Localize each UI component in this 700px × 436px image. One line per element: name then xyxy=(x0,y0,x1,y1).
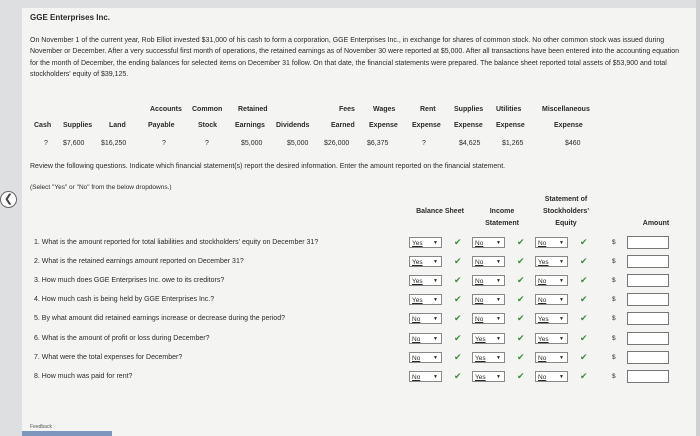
check-icon: ✔ xyxy=(454,256,462,267)
check-icon: ✔ xyxy=(454,294,462,305)
dropdown-bs[interactable] xyxy=(409,352,442,363)
hdr-earned: Earned xyxy=(331,122,355,129)
check-icon: ✔ xyxy=(517,294,525,305)
bottom-nav-bar[interactable] xyxy=(22,431,112,436)
col-balance-sheet: Balance Sheet xyxy=(416,208,464,215)
dropdown-value: No xyxy=(412,316,421,324)
dropdown-value: Yes xyxy=(412,259,423,267)
check-icon: ✔ xyxy=(454,351,462,362)
question-text: 5. By what amount did retained earnings increase or decrease during the period? xyxy=(34,315,285,323)
dropdown-is[interactable] xyxy=(472,275,505,286)
feedback-label[interactable]: Feedback xyxy=(30,424,52,430)
question-panel xyxy=(22,8,696,436)
dropdown-bs[interactable] xyxy=(409,313,442,324)
val-retained-earnings: $5,000 xyxy=(241,140,263,147)
amount-input[interactable] xyxy=(627,332,669,345)
caret-down-icon: ▼ xyxy=(496,335,501,342)
amount-input[interactable] xyxy=(627,370,669,383)
val-land: $16,250 xyxy=(101,140,127,147)
check-icon: ✔ xyxy=(517,370,525,381)
dollar-sign: $ xyxy=(612,353,616,361)
check-icon: ✔ xyxy=(517,313,525,324)
hdr-earnings: Earnings xyxy=(235,122,265,129)
review-instructions: Review the following questions. Indicate which financial statement(s) report the desired information. Enter the amount reported on the financial statement. xyxy=(30,163,506,170)
caret-down-icon: ▼ xyxy=(559,278,564,285)
caret-down-icon: ▼ xyxy=(433,316,438,323)
hdr-supplies2: Supplies xyxy=(454,106,484,113)
dollar-sign: $ xyxy=(612,239,616,246)
val-supplies: $7,600 xyxy=(63,140,85,147)
check-icon: ✔ xyxy=(580,237,588,247)
dropdown-bs[interactable] xyxy=(409,275,442,286)
dropdown-is[interactable] xyxy=(472,294,505,305)
dropdown-is[interactable] xyxy=(472,352,505,363)
caret-down-icon: ▼ xyxy=(559,373,564,380)
hdr-cash: Cash xyxy=(34,122,52,129)
hdr-expense-wages: Expense xyxy=(369,122,398,129)
select-note: (Select "Yes" or "No" from the below dropdowns.) xyxy=(30,184,172,191)
question-text: 2. What is the retained earnings amount reported on December 31? xyxy=(34,258,244,266)
question-text: 3. How much does GGE Enterprises Inc. owe to its creditors? xyxy=(34,277,225,285)
hdr-land: Land xyxy=(109,122,126,129)
caret-down-icon: ▼ xyxy=(433,240,438,246)
check-icon: ✔ xyxy=(580,294,588,305)
hdr-accounts: Accounts xyxy=(150,106,182,113)
caret-down-icon: ▼ xyxy=(496,316,501,323)
question-text: 6. What is the amount of profit or loss during December? xyxy=(34,334,210,342)
dropdown-value: No xyxy=(412,354,421,362)
dropdown-se[interactable] xyxy=(535,275,568,286)
val-misc-expense: $460 xyxy=(565,140,581,147)
dropdown-se[interactable] xyxy=(535,313,568,324)
amount-input[interactable] xyxy=(627,351,669,364)
hdr-dividends: Dividends xyxy=(276,122,310,129)
dropdown-value: Yes xyxy=(538,316,549,324)
dropdown-value: Yes xyxy=(412,240,423,247)
caret-down-icon: ▼ xyxy=(559,240,564,246)
dropdown-value: No xyxy=(538,373,547,381)
val-dividends: $5,000 xyxy=(287,140,309,147)
hdr-common: Common xyxy=(192,106,223,113)
hdr-misc: Miscellaneous xyxy=(542,106,590,113)
check-icon: ✔ xyxy=(454,237,462,247)
val-fees-earned: $26,000 xyxy=(324,140,350,147)
dropdown-value: No xyxy=(475,297,484,305)
dollar-sign: $ xyxy=(612,258,616,266)
dropdown-value: Yes xyxy=(538,259,549,267)
caret-down-icon: ▼ xyxy=(559,354,564,361)
dropdown-is[interactable] xyxy=(472,333,505,344)
hdr-utilities: Utilities xyxy=(496,106,522,113)
check-icon: ✔ xyxy=(580,275,588,286)
caret-down-icon: ▼ xyxy=(433,335,438,342)
dropdown-bs[interactable] xyxy=(409,294,442,305)
check-icon: ✔ xyxy=(580,313,588,324)
check-icon: ✔ xyxy=(517,275,525,286)
dropdown-value: No xyxy=(475,278,484,286)
check-icon: ✔ xyxy=(454,313,462,324)
hdr-stock: Stock xyxy=(198,122,218,129)
hdr-wages: Wages xyxy=(373,106,396,113)
scrollbar[interactable] xyxy=(696,0,700,436)
dollar-sign: $ xyxy=(612,315,616,323)
dropdown-value: No xyxy=(412,373,421,381)
dropdown-se[interactable] xyxy=(535,256,568,267)
dropdown-value: No xyxy=(475,316,484,324)
dropdown-se[interactable] xyxy=(535,237,568,248)
caret-down-icon: ▼ xyxy=(496,297,501,304)
check-icon: ✔ xyxy=(517,332,525,343)
caret-down-icon: ▼ xyxy=(433,278,438,285)
check-icon: ✔ xyxy=(517,256,525,267)
dropdown-value: No xyxy=(475,259,484,267)
amount-input[interactable] xyxy=(627,312,669,325)
hdr-expense-rent: Expense xyxy=(412,122,441,129)
dropdown-se[interactable] xyxy=(535,333,568,344)
dropdown-value: No xyxy=(412,335,421,343)
caret-down-icon: ▼ xyxy=(559,335,564,342)
company-title: GGE Enterprises Inc. xyxy=(30,13,111,22)
dropdown-value: No xyxy=(538,278,547,286)
caret-down-icon: ▼ xyxy=(496,259,501,266)
check-icon: ✔ xyxy=(517,237,525,247)
dropdown-value: Yes xyxy=(412,278,423,286)
dollar-sign: $ xyxy=(612,277,616,285)
check-icon: ✔ xyxy=(580,332,588,343)
val-wages-expense: $6,375 xyxy=(367,140,389,147)
check-icon: ✔ xyxy=(580,370,588,381)
check-icon: ✔ xyxy=(580,256,588,267)
hdr-fees: Fees xyxy=(339,106,355,113)
dropdown-value: No xyxy=(538,354,547,362)
hdr-expense-misc: Expense xyxy=(554,122,583,129)
dropdown-value: No xyxy=(538,240,547,247)
question-text: 4. How much cash is being held by GGE Enterprises Inc.? xyxy=(34,296,215,304)
amount-input[interactable] xyxy=(627,255,669,268)
dropdown-is[interactable] xyxy=(472,256,505,267)
col-income-statement: Income Statement xyxy=(485,208,519,227)
val-supplies-expense: $4,625 xyxy=(459,140,481,147)
hdr-retained: Retained xyxy=(238,106,268,113)
dropdown-se[interactable] xyxy=(535,352,568,363)
dropdown-value: No xyxy=(475,240,484,247)
hdr-expense-utilities: Expense xyxy=(496,122,525,129)
amount-input[interactable] xyxy=(627,274,669,287)
caret-down-icon: ▼ xyxy=(433,259,438,266)
check-icon: ✔ xyxy=(580,351,588,362)
dropdown-value: Yes xyxy=(475,354,486,362)
dropdown-value: Yes xyxy=(475,335,486,343)
caret-down-icon: ▼ xyxy=(496,373,501,380)
caret-down-icon: ▼ xyxy=(559,316,564,323)
caret-down-icon: ▼ xyxy=(559,259,564,266)
check-icon: ✔ xyxy=(454,275,462,286)
question-text: 8. How much was paid for rent? xyxy=(34,372,133,380)
question-text: 1. What is the amount reported for total liabilities and stockholders' equity on December 31? xyxy=(34,239,319,246)
dropdown-value: No xyxy=(538,297,547,305)
dollar-sign: $ xyxy=(612,296,616,304)
dropdown-value: Yes xyxy=(475,373,486,381)
dropdown-value: Yes xyxy=(412,297,423,305)
check-icon: ✔ xyxy=(517,351,525,362)
caret-down-icon: ▼ xyxy=(559,297,564,304)
dropdown-se[interactable] xyxy=(535,294,568,305)
check-icon: ✔ xyxy=(454,332,462,343)
dropdown-bs[interactable] xyxy=(409,237,442,248)
col-amount: Amount xyxy=(642,220,670,227)
dropdown-is[interactable] xyxy=(472,237,505,248)
problem-paragraph: On November 1 of the current year, Rob Elliot invested $31,000 of his cash to form a corporation, GGE Enterprises Inc., in exchange for shares of common stock. No other common stock was issued during November or December. After a very successful first month of operations, the retained earnings as of November 30 were reported at $5,000. After all transactions have been entered into the accounting equation for the month of December, the ending balances for selected items on December 31 follow. On that date, the financial statements were prepared. The balance sheet reported total assets of $53,900 and total stockholders' equity of $39,125. xyxy=(30,37,680,79)
hdr-expense-supplies: Expense xyxy=(454,122,483,129)
caret-down-icon: ▼ xyxy=(433,373,438,380)
dropdown-value: Yes xyxy=(538,335,549,343)
dropdown-bs[interactable] xyxy=(409,256,442,267)
amount-input[interactable] xyxy=(627,236,669,249)
amount-input[interactable] xyxy=(627,293,669,306)
caret-down-icon: ▼ xyxy=(433,297,438,304)
hdr-payable: Payable xyxy=(148,122,175,129)
dollar-sign: $ xyxy=(612,372,616,380)
val-common-stock: ? xyxy=(205,140,209,147)
dropdown-bs[interactable] xyxy=(409,371,442,382)
val-accounts-payable: ? xyxy=(162,140,166,147)
dollar-sign: $ xyxy=(612,334,616,342)
val-rent-expense: ? xyxy=(422,140,426,147)
hdr-supplies: Supplies xyxy=(63,122,93,129)
dropdown-bs[interactable] xyxy=(409,333,442,344)
caret-down-icon: ▼ xyxy=(496,354,501,361)
val-cash: ? xyxy=(44,140,48,147)
check-icon: ✔ xyxy=(454,370,462,381)
dropdown-se[interactable] xyxy=(535,371,568,382)
dropdown-is[interactable] xyxy=(472,313,505,324)
chevron-left-icon[interactable]: ❮ xyxy=(0,191,17,208)
caret-down-icon: ▼ xyxy=(496,278,501,285)
dropdown-is[interactable] xyxy=(472,371,505,382)
col-equity: Statement of Stockholders' Equity xyxy=(542,196,589,227)
question-text: 7. What were the total expenses for December? xyxy=(34,353,183,361)
val-utilities-expense: $1,265 xyxy=(502,140,524,147)
caret-down-icon: ▼ xyxy=(496,240,501,246)
caret-down-icon: ▼ xyxy=(433,354,438,361)
hdr-rent: Rent xyxy=(420,106,436,113)
